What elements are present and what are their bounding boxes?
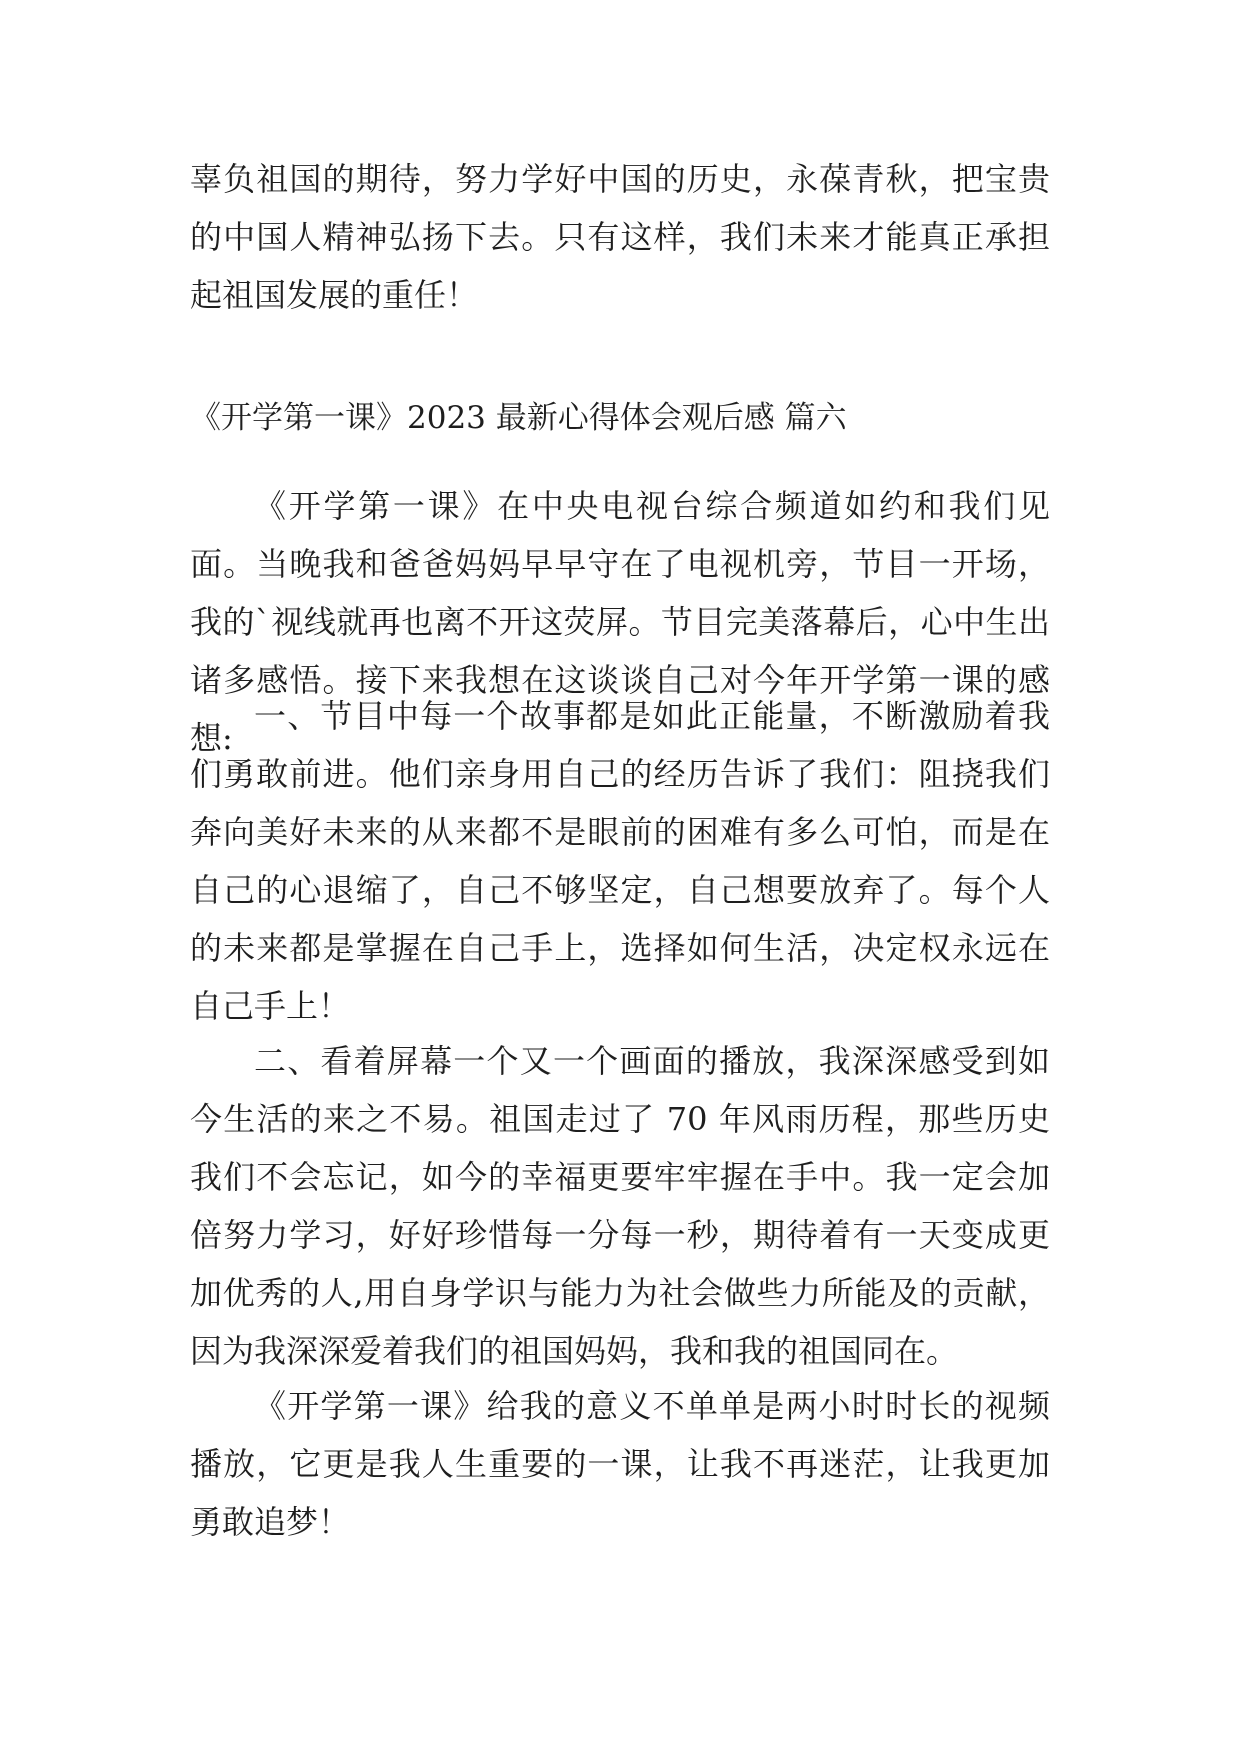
section-heading: 《开学第一课》2023 最新心得体会观后感 篇六 — [190, 400, 847, 436]
body-paragraph-intro: 《开学第一课》在中央电视台综合频道如约和我们见面。当晚我和爸爸妈妈早早守在了电视机旁，节目一开场，我的`视线就再也离不开这荧屏。节目完美落幕后，心中生出诸多感悟。接下来我想在这谈谈自己对今年开学第一课的感想: — [190, 487, 1050, 757]
continuation-paragraph: 辜负祖国的期待，努力学好中国的历史，永葆青秋，把宝贵的中国人精神弘扬下去。只有这样，我们未来才能真正承担起祖国发展的重任！ — [190, 160, 1050, 314]
body-paragraph-conclusion: 《开学第一课》给我的意义不单单是两小时时长的视频播放，它更是我人生重要的一课，让我不再迷茫，让我更加勇敢追梦！ — [190, 1387, 1050, 1541]
body-paragraph-point-two: 二、看着屏幕一个又一个画面的播放，我深深感受到如今生活的来之不易。祖国走过了 70 年风雨历程，那些历史我们不会忘记，如今的幸福更要牢牢握在手中。我一定会加倍努力学习，好好珍惜每一分每一秒，期待着有一天变成更加优秀的人,用自身学识与能力为社会做些力所能及的贡献，因为我深深爱着我们的祖国妈妈，我和我的祖国同在。 — [190, 1042, 1050, 1370]
body-paragraph-point-one: 一、节目中每一个故事都是如此正能量，不断激励着我们勇敢前进。他们亲身用自己的经历告诉了我们：阻挠我们奔向美好未来的从来都不是眼前的困难有多么可怕，而是在自己的心退缩了，自己不够坚定，自己想要放弃了。每个人的未来都是掌握在自己手上，选择如何生活，决定权永远在自己手上！ — [190, 697, 1050, 1025]
